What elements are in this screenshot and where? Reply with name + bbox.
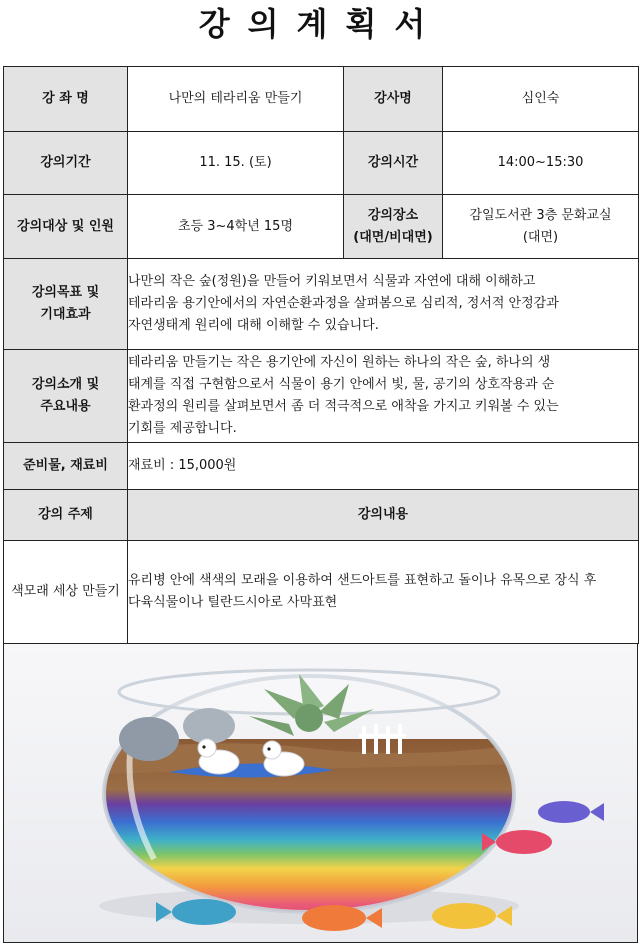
goals-line: 자연생태계 원리에 대해 이해할 수 있습니다.	[128, 318, 379, 333]
goals-line: 테라리움 용기안에서의 자연순환과정을 살펴봄으로 심리적, 정서적 안정감과	[128, 296, 559, 311]
row-intro	[4, 350, 639, 443]
course-name-value: 나만의 테라리움 만들기	[128, 67, 344, 132]
row-topic-header	[4, 490, 639, 541]
venue-label-line2: (대면/비대면)	[353, 229, 433, 245]
goals-label-line2: 기대효과	[40, 307, 91, 322]
materials-value: 재료비 : 15,000원	[128, 443, 639, 490]
instructor-label: 강사명	[344, 67, 443, 132]
time-value: 14:00~15:30	[443, 132, 639, 195]
venue-value-line1: 감일도서관 3층 문화교실	[469, 207, 612, 223]
row-materials	[4, 443, 639, 490]
time-label: 강의시간	[344, 132, 443, 195]
row-topic	[4, 541, 639, 644]
intro-line: 기회를 제공합니다.	[128, 421, 237, 436]
content-header-label: 강의내용	[128, 490, 639, 541]
lecture-plan-table	[3, 66, 639, 644]
intro-line: 태계를 직접 구현함으로서 식물이 용기 안에서 빛, 물, 공기의 상호작용과 순	[128, 377, 555, 392]
venue-value	[443, 195, 639, 259]
period-label: 강의기간	[4, 132, 128, 195]
intro-label-line2: 주요내용	[40, 399, 91, 414]
venue-label-line1: 강의장소	[367, 207, 419, 223]
venue-value-line2: (대면)	[522, 229, 559, 245]
topic-name: 색모래 세상 만들기	[4, 541, 128, 644]
topic-line: 다육식물이나 틸란드시아로 사막표현	[128, 595, 338, 610]
intro-line: 환과정의 원리를 살펴보면서 좀 더 적극적으로 애착을 가지고 키워볼 수 있는	[128, 399, 559, 414]
page-title: 강의계획서	[198, 5, 444, 43]
row-audience	[4, 195, 639, 259]
audience-label: 강의대상 및 인원	[4, 195, 128, 259]
intro-line: 테라리움 만들기는 작은 용기안에 자신이 원하는 하나의 작은 숲, 하나의 생	[128, 355, 551, 370]
topic-content	[128, 541, 639, 644]
goals-text	[128, 259, 639, 350]
period-value: 11. 15. (토)	[128, 132, 344, 195]
audience-value: 초등 3~4학년 15명	[128, 195, 344, 259]
goals-label	[4, 259, 128, 350]
topic-line: 유리병 안에 색색의 모래을 이용하여 샌드아트를 표현하고 돌이나 유목으로 장식 후	[128, 573, 597, 588]
venue-label	[344, 195, 443, 259]
course-name-label: 강 좌 명	[4, 67, 128, 132]
row-goals	[4, 259, 639, 350]
intro-label	[4, 350, 128, 443]
terrarium-photo	[3, 643, 638, 943]
goals-line: 나만의 작은 숲(정원)을 만들어 키워보면서 식물과 자연에 대해 이해하고	[128, 274, 536, 289]
materials-label: 준비물, 재료비	[4, 443, 128, 490]
terrarium-illustration	[4, 644, 638, 943]
goals-label-line1: 강의목표 및	[31, 285, 100, 300]
intro-text	[128, 350, 639, 443]
row-course	[4, 67, 639, 132]
topic-header-label: 강의 주제	[4, 490, 128, 541]
instructor-value: 심인숙	[443, 67, 639, 132]
intro-label-line1: 강의소개 및	[31, 377, 100, 392]
row-period	[4, 132, 639, 195]
